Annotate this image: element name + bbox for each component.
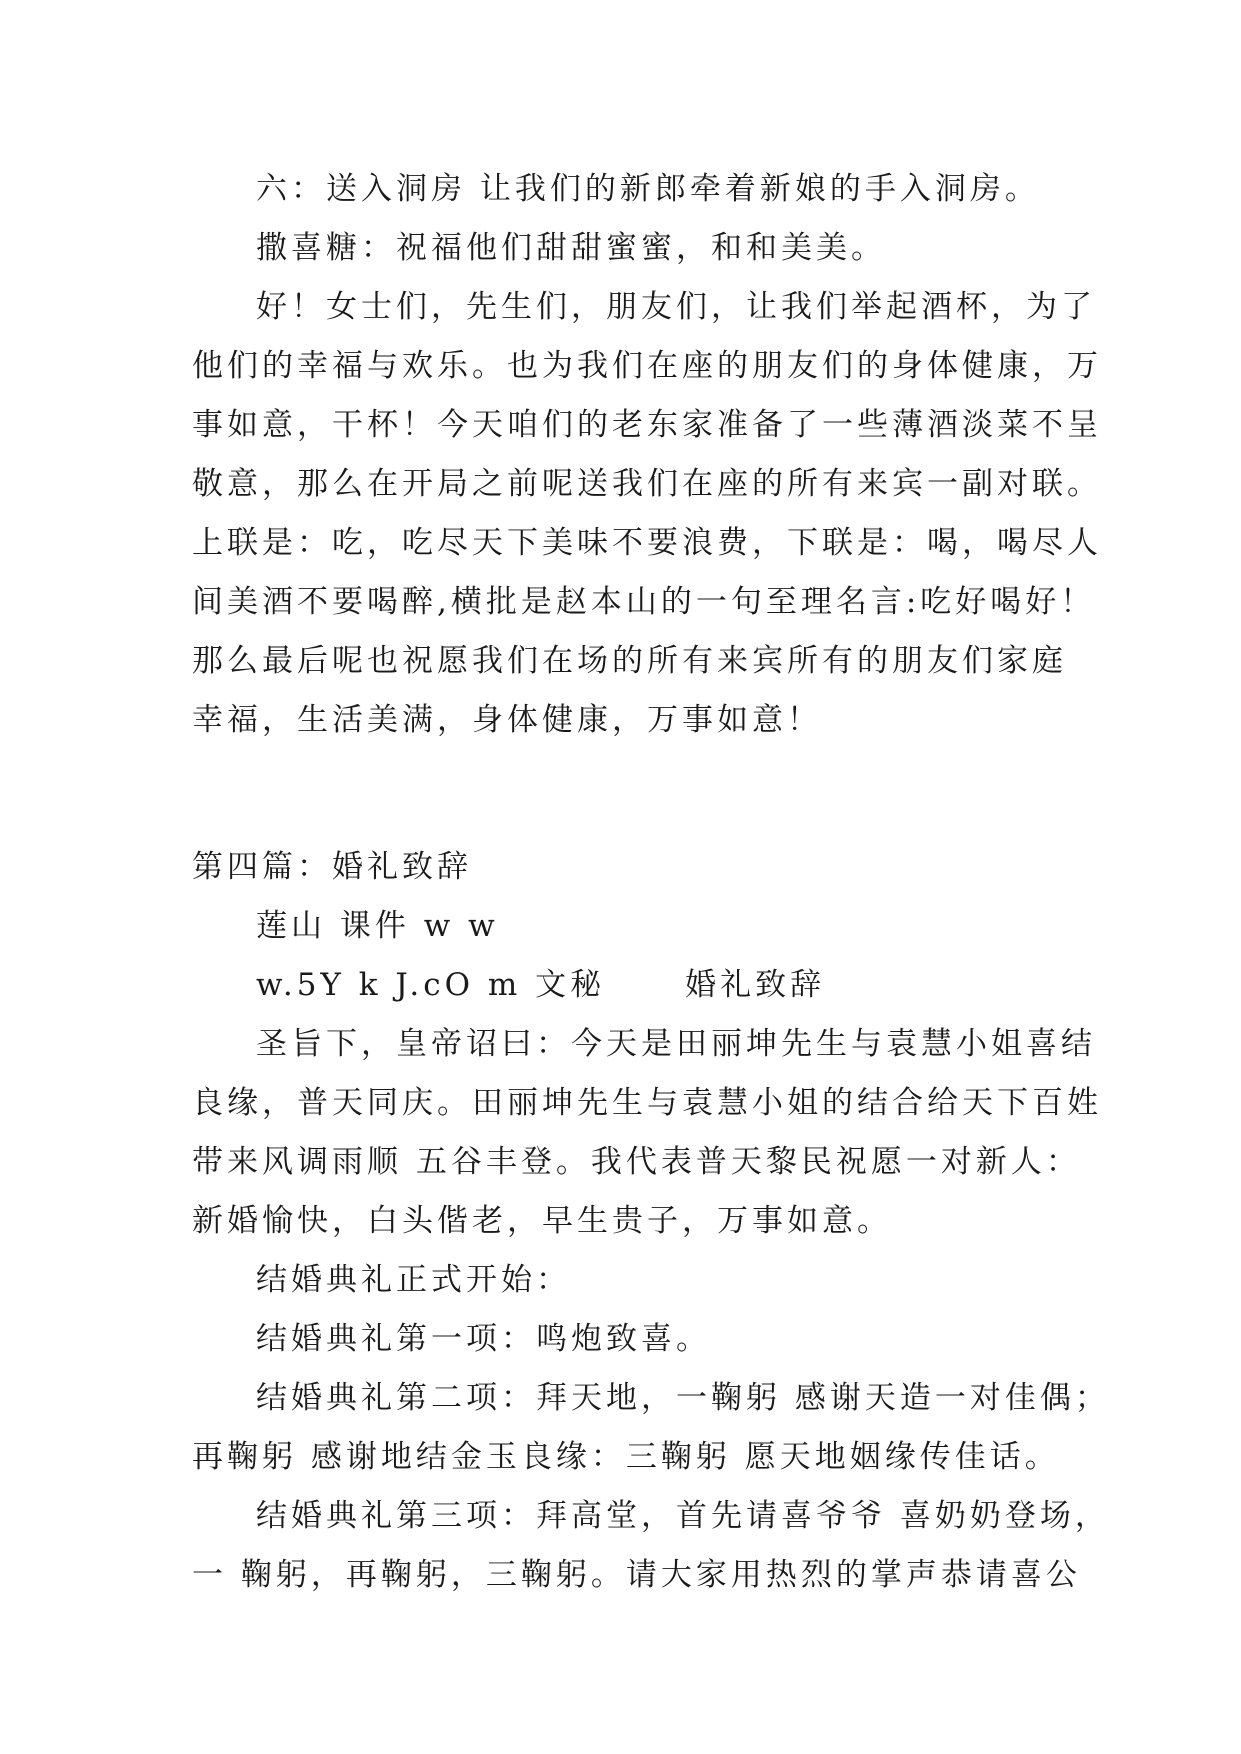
source-line — [192, 956, 1072, 1015]
paragraph-line: 一 鞠躬，再鞠躬，三鞠躬。请大家用热烈的掌声恭请喜公 — [192, 1557, 1081, 1593]
paragraph-line: 幸福，生活美满，身体健康，万事如意！ — [192, 702, 822, 738]
paragraph-line: 六：送入洞房 让我们的新郎牵着新娘的手入洞房。 — [256, 171, 1040, 207]
source-line-part: 婚礼致辞 — [685, 967, 826, 1003]
source-line: 莲山 课件 w w — [256, 908, 499, 944]
paragraph-line: 结婚典礼第二项：拜天地，一鞠躬 感谢天造一对佳偶； — [256, 1380, 1110, 1416]
paragraph-line: 事如意，干杯！今天咱们的老东家准备了一些薄酒淡菜不呈 — [192, 407, 1102, 443]
section-gap — [192, 750, 1072, 838]
paragraph-line: 结婚典礼第一项：鸣炮致喜。 — [256, 1321, 711, 1357]
paragraph-line: 结婚典礼第三项：拜高堂，首先请喜爷爷 喜奶奶登场， — [256, 1498, 1110, 1534]
paragraph-line: 新婚愉快，白头偕老，早生贵子，万事如意。 — [192, 1203, 892, 1239]
paragraph-line: 间美酒不要喝醉,横批是赵本山的一句至理名言:吃好喝好！ — [192, 584, 1096, 620]
paragraph-line: 那么最后呢也祝愿我们在场的所有来宾所有的朋友们家庭 — [192, 643, 1067, 679]
paragraph-line: 好！女士们，先生们，朋友们，让我们举起酒杯，为了 — [256, 289, 1096, 325]
paragraph-line: 再鞠躬 感谢地结金玉良缘：三鞠躬 愿天地姻缘传佳话。 — [192, 1439, 1060, 1475]
source-line-part: w.5Y k J.cO m 文秘 — [256, 967, 606, 1003]
paragraph-line: 上联是：吃，吃尽天下美味不要浪费，下联是：喝，喝尽人 — [192, 525, 1102, 561]
paragraph-line: 良缘，普天同庆。田丽坤先生与袁慧小姐的结合给天下百姓 — [192, 1085, 1102, 1121]
section-title: 第四篇：婚礼致辞 — [192, 849, 472, 885]
paragraph-line: 敬意，那么在开局之前呢送我们在座的所有来宾一副对联。 — [192, 466, 1102, 502]
document-body — [192, 160, 1110, 1605]
paragraph-line: 他们的幸福与欢乐。也为我们在座的朋友们的身体健康，万 — [192, 348, 1102, 384]
paragraph-line: 结婚典礼正式开始： — [256, 1262, 571, 1298]
paragraph-line: 撒喜糖：祝福他们甜甜蜜蜜，和和美美。 — [256, 230, 886, 266]
paragraph-line: 带来风调雨顺 五谷丰登。我代表普天黎民祝愿一对新人： — [192, 1144, 1081, 1180]
paragraph-line: 圣旨下，皇帝诏曰：今天是田丽坤先生与袁慧小姐喜结 — [256, 1026, 1096, 1062]
